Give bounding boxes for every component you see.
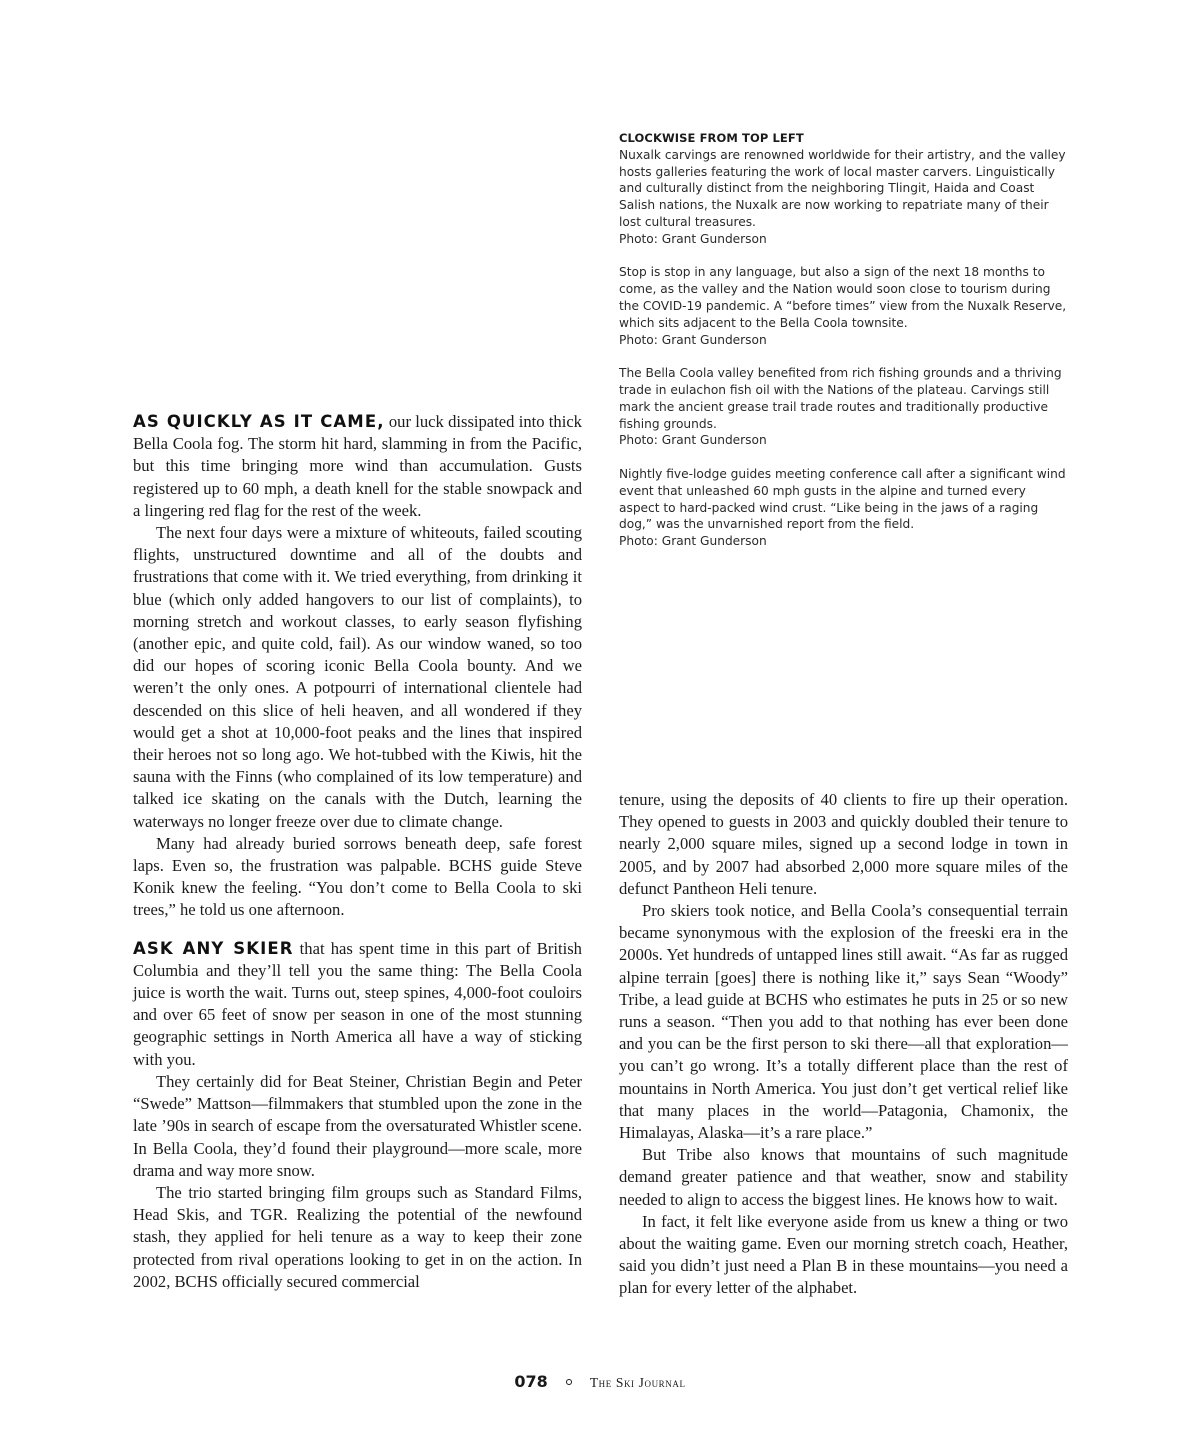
article-column-left [133,411,582,1293]
caption-credit: Photo: Grant Gunderson [619,534,767,549]
article-paragraph: In fact, it felt like everyone aside from us knew a thing or two about the waiting game. Even our morning stretch coach, Heather, said you didn’t just need a Plan B in these mountains—you need a plan for every letter of the alphabet. [619,1211,1068,1298]
caption-text: Stop is stop in any language, but also a sign of the next 18 months to come, as the valley and the Nation would soon close to tourism during the COVID-19 pandemic. A “before times” view from the Nuxalk Reserve, which sits adjacent to the Bella Coola townsite. [619,265,1067,330]
caption-heading: CLOCKWISE FROM TOP LEFT [619,131,804,145]
caption-credit: Photo: Grant Gunderson [619,433,767,448]
magazine-name: The Ski Journal [589,1375,686,1390]
article-paragraph [133,411,582,522]
article-paragraph: They certainly did for Beat Steiner, Christian Begin and Peter “Swede” Mattson—filmmakers that stumbled upon the zone in the late ’90s in search of escape from the oversaturated Whistler scene. In Bella Coola, they’d found their playground—more scale, more drama and way more snow. [133,1071,582,1180]
caption-credit: Photo: Grant Gunderson [619,231,767,246]
section-lead-in: AS QUICKLY AS IT CAME, [133,412,385,431]
article-paragraph: But Tribe also knows that mountains of such magnitude demand greater patience and that weather, snow and stability needed to align to access the biggest lines. He knows how to wait. [619,1145,1068,1209]
caption-credit: Photo: Grant Gunderson [619,332,767,347]
photo-captions [619,130,1069,567]
article-paragraph: Pro skiers took notice, and Bella Coola’s consequential terrain became synonymous with the explosion of the freeski era in the 2000s. Yet hundreds of untapped lines still await. “As far as rugged alpine terrain [goes] there is nothing like it,” says Sean “Woody” Tribe, a lead guide at BCHS who estimates he puts in 25 or so new runs a season. “Then you add to that nothing has ever been done and you can be the first person to ski there—all that exploration—you can’t go wrong. It’s a totally different place than the rest of mountains in North America. You just don’t get vertical relief like that many places in the world—Patagonia, Chamonix, the Himalayas, Alaska—it’s a rare place.” [619,901,1068,1143]
caption-text: Nuxalk carvings are renowned worldwide for their artistry, and the valley hosts galleries featuring the work of local master carvers. Linguistically and culturally distinct from the neighboring Tlingit, Haida and Coast Salish nations, the Nuxalk are now working to repatriate many of their lost cultural treasures. [619,147,1066,229]
caption-block [619,264,1069,348]
caption-text: Nightly five-lodge guides meeting conference call after a significant wind event that unleashed 60 mph gusts in the alpine and turned every aspect to hard-packed wind crust. “Like being in the jaws of a raging dog,” was the unvarnished report from the field. [619,466,1066,532]
article-paragraph: Many had already buried sorrows beneath deep, safe forest laps. Even so, the frustration was palpable. BCHS guide Steve Konik knew the feeling. “You don’t come to Bella Coola to ski trees,” he told us one afternoon. [133,833,582,920]
caption-text: The Bella Coola valley benefited from rich fishing grounds and a thriving trade in eulachon fish oil with the Nations of the plateau. Carvings still mark the ancient grease trail trade routes and traditionally productive fishing grounds. [619,366,1062,431]
page-footer [0,1372,1200,1391]
article-paragraph: tenure, using the deposits of 40 clients to fire up their operation. They opened to guests in 2003 and quickly doubled their tenure to nearly 2,000 square miles, signed up a second lodge in town in 2005, and by 2007 had absorbed 2,000 more square miles of the defunct Pantheon Heli tenure. [619,790,1068,898]
caption-block [619,365,1069,449]
article-column-right [619,789,1068,1300]
section-lead-in: ASK ANY SKIER [133,938,294,958]
page-number: 078 [514,1372,548,1391]
caption-block [619,147,1069,248]
article-paragraph: The trio started bringing film groups such as Standard Films, Head Skis, and TGR. Realizing the potential of the newfound stash, they applied for heli tenure as a way to keep their zone protected from rival operations looking to get in on the action. In 2002, BCHS officially secured commercial [133,1182,582,1291]
article-paragraph [133,938,582,1071]
caption-block [619,466,1069,550]
separator-dot-icon [566,1379,572,1385]
paragraph-text: that has spent time in this part of British Columbia and they’ll tell you the same thing: The Bella Coola juice is worth the wait. Turns out, steep spines, 4,000-foot couloirs and over 65 feet of snow per season in one of the most stunning geographic settings in North America all have a way of sticking with you. [133,938,582,1069]
paragraph-text: our luck dissipated into thick Bella Coola fog. The storm hit hard, slamming in from the Pacific, but this time bringing more wind than accumulation. Gusts registered up to 60 mph, a death knell for the stable snowpack and a lingering red flag for the rest of the week. [133,412,582,520]
article-paragraph: The next four days were a mixture of whiteouts, failed scouting flights, unstructured downtime and all of the doubts and frustrations that come with it. We tried everything, from drinking it blue (which only added hangovers to our list of complaints), to morning stretch and workout classes, to early season flyfishing (another epic, and quite cold, fail). As our window waned, so too did our hopes of scoring iconic Bella Coola bounty. And we weren’t the only ones. A potpourri of international clientele had descended on this slice of heli heaven, and all wondered if they would get a shot at 10,000-foot peaks and the lines that inspired their heroes not so long ago. We hot-tubbed with the Kiwis, hit the sauna with the Finns (who complained of its low temperature) and talked ice skating on the canals with the Dutch, learning the waterways no longer freeze over due to climate change. [133,523,582,831]
